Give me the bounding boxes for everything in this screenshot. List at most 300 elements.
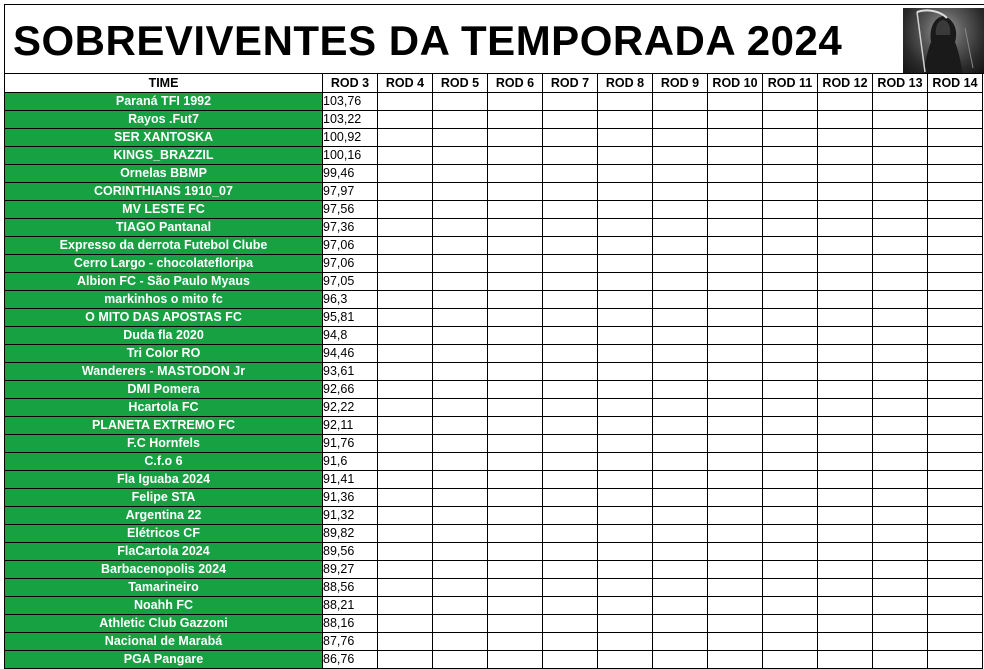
empty-round-cell[interactable]: [488, 597, 543, 615]
empty-round-cell[interactable]: [928, 615, 983, 633]
empty-round-cell[interactable]: [708, 273, 763, 291]
empty-round-cell[interactable]: [928, 561, 983, 579]
empty-round-cell[interactable]: [928, 579, 983, 597]
empty-round-cell[interactable]: [378, 435, 433, 453]
empty-round-cell[interactable]: [378, 417, 433, 435]
team-name-cell[interactable]: markinhos o mito fc: [5, 291, 323, 309]
empty-round-cell[interactable]: [653, 417, 708, 435]
empty-round-cell[interactable]: [873, 399, 928, 417]
empty-round-cell[interactable]: [378, 615, 433, 633]
empty-round-cell[interactable]: [488, 615, 543, 633]
team-name-cell[interactable]: Rayos .Fut7: [5, 111, 323, 129]
team-name-cell[interactable]: Tri Color RO: [5, 345, 323, 363]
empty-round-cell[interactable]: [488, 183, 543, 201]
empty-round-cell[interactable]: [433, 381, 488, 399]
empty-round-cell[interactable]: [378, 651, 433, 669]
empty-round-cell[interactable]: [708, 219, 763, 237]
team-name-cell[interactable]: Paraná TFI 1992: [5, 93, 323, 111]
empty-round-cell[interactable]: [598, 453, 653, 471]
empty-round-cell[interactable]: [543, 219, 598, 237]
empty-round-cell[interactable]: [543, 273, 598, 291]
empty-round-cell[interactable]: [598, 111, 653, 129]
empty-round-cell[interactable]: [653, 255, 708, 273]
empty-round-cell[interactable]: [488, 543, 543, 561]
empty-round-cell[interactable]: [488, 129, 543, 147]
empty-round-cell[interactable]: [873, 579, 928, 597]
empty-round-cell[interactable]: [873, 273, 928, 291]
empty-round-cell[interactable]: [708, 309, 763, 327]
empty-round-cell[interactable]: [378, 525, 433, 543]
empty-round-cell[interactable]: [873, 489, 928, 507]
empty-round-cell[interactable]: [488, 435, 543, 453]
empty-round-cell[interactable]: [928, 471, 983, 489]
empty-round-cell[interactable]: [928, 327, 983, 345]
empty-round-cell[interactable]: [763, 93, 818, 111]
empty-round-cell[interactable]: [433, 345, 488, 363]
score-cell-rod3[interactable]: 92,11: [323, 417, 378, 435]
team-name-cell[interactable]: CORINTHIANS 1910_07: [5, 183, 323, 201]
empty-round-cell[interactable]: [433, 525, 488, 543]
empty-round-cell[interactable]: [433, 219, 488, 237]
empty-round-cell[interactable]: [873, 183, 928, 201]
empty-round-cell[interactable]: [543, 327, 598, 345]
empty-round-cell[interactable]: [653, 651, 708, 669]
empty-round-cell[interactable]: [378, 399, 433, 417]
empty-round-cell[interactable]: [598, 291, 653, 309]
empty-round-cell[interactable]: [708, 633, 763, 651]
empty-round-cell[interactable]: [708, 543, 763, 561]
empty-round-cell[interactable]: [543, 471, 598, 489]
empty-round-cell[interactable]: [378, 489, 433, 507]
empty-round-cell[interactable]: [708, 201, 763, 219]
empty-round-cell[interactable]: [763, 543, 818, 561]
team-name-cell[interactable]: PLANETA EXTREMO FC: [5, 417, 323, 435]
empty-round-cell[interactable]: [928, 255, 983, 273]
empty-round-cell[interactable]: [543, 237, 598, 255]
score-cell-rod3[interactable]: 89,27: [323, 561, 378, 579]
empty-round-cell[interactable]: [488, 417, 543, 435]
empty-round-cell[interactable]: [378, 183, 433, 201]
empty-round-cell[interactable]: [818, 633, 873, 651]
empty-round-cell[interactable]: [378, 201, 433, 219]
empty-round-cell[interactable]: [818, 651, 873, 669]
team-name-cell[interactable]: Noahh FC: [5, 597, 323, 615]
score-cell-rod3[interactable]: 88,56: [323, 579, 378, 597]
score-cell-rod3[interactable]: 97,05: [323, 273, 378, 291]
empty-round-cell[interactable]: [763, 111, 818, 129]
empty-round-cell[interactable]: [488, 93, 543, 111]
empty-round-cell[interactable]: [708, 345, 763, 363]
empty-round-cell[interactable]: [763, 165, 818, 183]
empty-round-cell[interactable]: [818, 147, 873, 165]
empty-round-cell[interactable]: [488, 309, 543, 327]
empty-round-cell[interactable]: [708, 579, 763, 597]
empty-round-cell[interactable]: [543, 129, 598, 147]
score-cell-rod3[interactable]: 99,46: [323, 165, 378, 183]
empty-round-cell[interactable]: [928, 435, 983, 453]
score-cell-rod3[interactable]: 100,16: [323, 147, 378, 165]
empty-round-cell[interactable]: [543, 543, 598, 561]
empty-round-cell[interactable]: [598, 579, 653, 597]
empty-round-cell[interactable]: [708, 525, 763, 543]
empty-round-cell[interactable]: [818, 255, 873, 273]
score-cell-rod3[interactable]: 89,56: [323, 543, 378, 561]
empty-round-cell[interactable]: [928, 651, 983, 669]
empty-round-cell[interactable]: [653, 561, 708, 579]
score-cell-rod3[interactable]: 97,36: [323, 219, 378, 237]
empty-round-cell[interactable]: [378, 381, 433, 399]
empty-round-cell[interactable]: [818, 579, 873, 597]
empty-round-cell[interactable]: [873, 219, 928, 237]
empty-round-cell[interactable]: [543, 399, 598, 417]
empty-round-cell[interactable]: [488, 219, 543, 237]
empty-round-cell[interactable]: [598, 615, 653, 633]
empty-round-cell[interactable]: [433, 363, 488, 381]
empty-round-cell[interactable]: [928, 363, 983, 381]
empty-round-cell[interactable]: [598, 597, 653, 615]
empty-round-cell[interactable]: [873, 165, 928, 183]
empty-round-cell[interactable]: [763, 309, 818, 327]
team-name-cell[interactable]: O MITO DAS APOSTAS FC: [5, 309, 323, 327]
empty-round-cell[interactable]: [708, 165, 763, 183]
empty-round-cell[interactable]: [763, 255, 818, 273]
empty-round-cell[interactable]: [543, 651, 598, 669]
empty-round-cell[interactable]: [433, 633, 488, 651]
empty-round-cell[interactable]: [928, 129, 983, 147]
empty-round-cell[interactable]: [378, 579, 433, 597]
empty-round-cell[interactable]: [708, 399, 763, 417]
empty-round-cell[interactable]: [928, 219, 983, 237]
empty-round-cell[interactable]: [653, 201, 708, 219]
team-name-cell[interactable]: Hcartola FC: [5, 399, 323, 417]
empty-round-cell[interactable]: [708, 381, 763, 399]
empty-round-cell[interactable]: [598, 255, 653, 273]
empty-round-cell[interactable]: [763, 471, 818, 489]
empty-round-cell[interactable]: [653, 93, 708, 111]
empty-round-cell[interactable]: [378, 345, 433, 363]
empty-round-cell[interactable]: [818, 111, 873, 129]
empty-round-cell[interactable]: [708, 489, 763, 507]
empty-round-cell[interactable]: [763, 273, 818, 291]
empty-round-cell[interactable]: [653, 129, 708, 147]
score-cell-rod3[interactable]: 97,06: [323, 255, 378, 273]
empty-round-cell[interactable]: [378, 111, 433, 129]
empty-round-cell[interactable]: [598, 147, 653, 165]
empty-round-cell[interactable]: [818, 471, 873, 489]
empty-round-cell[interactable]: [488, 399, 543, 417]
empty-round-cell[interactable]: [543, 93, 598, 111]
empty-round-cell[interactable]: [378, 453, 433, 471]
empty-round-cell[interactable]: [433, 471, 488, 489]
empty-round-cell[interactable]: [763, 507, 818, 525]
empty-round-cell[interactable]: [598, 435, 653, 453]
empty-round-cell[interactable]: [488, 525, 543, 543]
empty-round-cell[interactable]: [433, 255, 488, 273]
empty-round-cell[interactable]: [598, 543, 653, 561]
empty-round-cell[interactable]: [763, 453, 818, 471]
empty-round-cell[interactable]: [818, 219, 873, 237]
empty-round-cell[interactable]: [598, 183, 653, 201]
empty-round-cell[interactable]: [653, 453, 708, 471]
empty-round-cell[interactable]: [818, 327, 873, 345]
empty-round-cell[interactable]: [818, 129, 873, 147]
empty-round-cell[interactable]: [653, 525, 708, 543]
empty-round-cell[interactable]: [873, 345, 928, 363]
empty-round-cell[interactable]: [433, 561, 488, 579]
empty-round-cell[interactable]: [818, 363, 873, 381]
empty-round-cell[interactable]: [763, 147, 818, 165]
empty-round-cell[interactable]: [873, 507, 928, 525]
empty-round-cell[interactable]: [488, 237, 543, 255]
empty-round-cell[interactable]: [873, 597, 928, 615]
empty-round-cell[interactable]: [653, 291, 708, 309]
empty-round-cell[interactable]: [653, 597, 708, 615]
score-cell-rod3[interactable]: 103,22: [323, 111, 378, 129]
empty-round-cell[interactable]: [653, 165, 708, 183]
empty-round-cell[interactable]: [543, 489, 598, 507]
empty-round-cell[interactable]: [653, 633, 708, 651]
empty-round-cell[interactable]: [653, 183, 708, 201]
empty-round-cell[interactable]: [543, 309, 598, 327]
empty-round-cell[interactable]: [708, 507, 763, 525]
empty-round-cell[interactable]: [598, 561, 653, 579]
empty-round-cell[interactable]: [433, 237, 488, 255]
empty-round-cell[interactable]: [653, 273, 708, 291]
empty-round-cell[interactable]: [763, 363, 818, 381]
empty-round-cell[interactable]: [763, 633, 818, 651]
empty-round-cell[interactable]: [378, 597, 433, 615]
empty-round-cell[interactable]: [708, 291, 763, 309]
empty-round-cell[interactable]: [433, 489, 488, 507]
empty-round-cell[interactable]: [928, 147, 983, 165]
empty-round-cell[interactable]: [818, 453, 873, 471]
empty-round-cell[interactable]: [488, 633, 543, 651]
empty-round-cell[interactable]: [928, 597, 983, 615]
empty-round-cell[interactable]: [433, 399, 488, 417]
empty-round-cell[interactable]: [433, 201, 488, 219]
empty-round-cell[interactable]: [873, 129, 928, 147]
empty-round-cell[interactable]: [763, 615, 818, 633]
empty-round-cell[interactable]: [433, 111, 488, 129]
empty-round-cell[interactable]: [378, 291, 433, 309]
empty-round-cell[interactable]: [818, 543, 873, 561]
empty-round-cell[interactable]: [543, 363, 598, 381]
empty-round-cell[interactable]: [598, 129, 653, 147]
empty-round-cell[interactable]: [488, 507, 543, 525]
empty-round-cell[interactable]: [928, 291, 983, 309]
empty-round-cell[interactable]: [653, 399, 708, 417]
score-cell-rod3[interactable]: 91,6: [323, 453, 378, 471]
empty-round-cell[interactable]: [543, 435, 598, 453]
team-name-cell[interactable]: SER XANTOSKA: [5, 129, 323, 147]
score-cell-rod3[interactable]: 91,41: [323, 471, 378, 489]
empty-round-cell[interactable]: [543, 507, 598, 525]
empty-round-cell[interactable]: [653, 579, 708, 597]
team-name-cell[interactable]: MV LESTE FC: [5, 201, 323, 219]
empty-round-cell[interactable]: [653, 147, 708, 165]
empty-round-cell[interactable]: [818, 93, 873, 111]
empty-round-cell[interactable]: [433, 651, 488, 669]
empty-round-cell[interactable]: [378, 471, 433, 489]
empty-round-cell[interactable]: [818, 165, 873, 183]
empty-round-cell[interactable]: [653, 219, 708, 237]
empty-round-cell[interactable]: [543, 615, 598, 633]
score-cell-rod3[interactable]: 97,97: [323, 183, 378, 201]
empty-round-cell[interactable]: [873, 363, 928, 381]
empty-round-cell[interactable]: [873, 561, 928, 579]
empty-round-cell[interactable]: [763, 399, 818, 417]
empty-round-cell[interactable]: [818, 183, 873, 201]
score-cell-rod3[interactable]: 103,76: [323, 93, 378, 111]
score-cell-rod3[interactable]: 97,56: [323, 201, 378, 219]
team-name-cell[interactable]: Argentina 22: [5, 507, 323, 525]
empty-round-cell[interactable]: [378, 93, 433, 111]
empty-round-cell[interactable]: [488, 381, 543, 399]
team-name-cell[interactable]: TIAGO Pantanal: [5, 219, 323, 237]
empty-round-cell[interactable]: [763, 381, 818, 399]
empty-round-cell[interactable]: [598, 417, 653, 435]
empty-round-cell[interactable]: [598, 237, 653, 255]
empty-round-cell[interactable]: [488, 255, 543, 273]
score-cell-rod3[interactable]: 88,16: [323, 615, 378, 633]
score-cell-rod3[interactable]: 88,21: [323, 597, 378, 615]
empty-round-cell[interactable]: [543, 111, 598, 129]
empty-round-cell[interactable]: [543, 201, 598, 219]
score-cell-rod3[interactable]: 87,76: [323, 633, 378, 651]
score-cell-rod3[interactable]: 91,36: [323, 489, 378, 507]
empty-round-cell[interactable]: [653, 435, 708, 453]
empty-round-cell[interactable]: [708, 417, 763, 435]
team-name-cell[interactable]: Duda fla 2020: [5, 327, 323, 345]
empty-round-cell[interactable]: [708, 183, 763, 201]
empty-round-cell[interactable]: [598, 219, 653, 237]
empty-round-cell[interactable]: [543, 291, 598, 309]
empty-round-cell[interactable]: [873, 417, 928, 435]
empty-round-cell[interactable]: [653, 327, 708, 345]
empty-round-cell[interactable]: [433, 129, 488, 147]
empty-round-cell[interactable]: [763, 651, 818, 669]
empty-round-cell[interactable]: [928, 273, 983, 291]
empty-round-cell[interactable]: [598, 363, 653, 381]
empty-round-cell[interactable]: [873, 525, 928, 543]
empty-round-cell[interactable]: [763, 219, 818, 237]
score-cell-rod3[interactable]: 92,22: [323, 399, 378, 417]
empty-round-cell[interactable]: [653, 615, 708, 633]
team-name-cell[interactable]: Ornelas BBMP: [5, 165, 323, 183]
team-name-cell[interactable]: Wanderers - MASTODON Jr: [5, 363, 323, 381]
empty-round-cell[interactable]: [873, 651, 928, 669]
empty-round-cell[interactable]: [543, 453, 598, 471]
team-name-cell[interactable]: PGA Pangare: [5, 651, 323, 669]
empty-round-cell[interactable]: [543, 165, 598, 183]
empty-round-cell[interactable]: [433, 183, 488, 201]
empty-round-cell[interactable]: [818, 399, 873, 417]
empty-round-cell[interactable]: [378, 561, 433, 579]
empty-round-cell[interactable]: [433, 147, 488, 165]
empty-round-cell[interactable]: [763, 525, 818, 543]
empty-round-cell[interactable]: [543, 183, 598, 201]
empty-round-cell[interactable]: [543, 255, 598, 273]
team-name-cell[interactable]: Athletic Club Gazzoni: [5, 615, 323, 633]
empty-round-cell[interactable]: [873, 237, 928, 255]
score-cell-rod3[interactable]: 94,46: [323, 345, 378, 363]
empty-round-cell[interactable]: [433, 291, 488, 309]
empty-round-cell[interactable]: [543, 597, 598, 615]
empty-round-cell[interactable]: [763, 579, 818, 597]
empty-round-cell[interactable]: [433, 615, 488, 633]
empty-round-cell[interactable]: [763, 237, 818, 255]
empty-round-cell[interactable]: [873, 543, 928, 561]
empty-round-cell[interactable]: [598, 471, 653, 489]
team-name-cell[interactable]: FlaCartola 2024: [5, 543, 323, 561]
empty-round-cell[interactable]: [543, 417, 598, 435]
empty-round-cell[interactable]: [543, 579, 598, 597]
empty-round-cell[interactable]: [708, 93, 763, 111]
empty-round-cell[interactable]: [928, 237, 983, 255]
score-cell-rod3[interactable]: 91,32: [323, 507, 378, 525]
score-cell-rod3[interactable]: 100,92: [323, 129, 378, 147]
empty-round-cell[interactable]: [873, 471, 928, 489]
empty-round-cell[interactable]: [873, 615, 928, 633]
empty-round-cell[interactable]: [818, 381, 873, 399]
empty-round-cell[interactable]: [488, 273, 543, 291]
empty-round-cell[interactable]: [708, 237, 763, 255]
team-name-cell[interactable]: Felipe STA: [5, 489, 323, 507]
empty-round-cell[interactable]: [433, 435, 488, 453]
empty-round-cell[interactable]: [378, 219, 433, 237]
empty-round-cell[interactable]: [763, 345, 818, 363]
empty-round-cell[interactable]: [818, 345, 873, 363]
empty-round-cell[interactable]: [598, 633, 653, 651]
empty-round-cell[interactable]: [818, 615, 873, 633]
empty-round-cell[interactable]: [928, 201, 983, 219]
empty-round-cell[interactable]: [543, 525, 598, 543]
empty-round-cell[interactable]: [488, 345, 543, 363]
team-name-cell[interactable]: DMI Pomera: [5, 381, 323, 399]
empty-round-cell[interactable]: [598, 381, 653, 399]
empty-round-cell[interactable]: [873, 291, 928, 309]
score-cell-rod3[interactable]: 91,76: [323, 435, 378, 453]
empty-round-cell[interactable]: [488, 201, 543, 219]
empty-round-cell[interactable]: [928, 345, 983, 363]
empty-round-cell[interactable]: [928, 417, 983, 435]
empty-round-cell[interactable]: [708, 597, 763, 615]
team-name-cell[interactable]: Expresso da derrota Futebol Clube: [5, 237, 323, 255]
score-cell-rod3[interactable]: 92,66: [323, 381, 378, 399]
empty-round-cell[interactable]: [928, 489, 983, 507]
empty-round-cell[interactable]: [543, 561, 598, 579]
score-cell-rod3[interactable]: 93,61: [323, 363, 378, 381]
empty-round-cell[interactable]: [708, 255, 763, 273]
empty-round-cell[interactable]: [653, 507, 708, 525]
empty-round-cell[interactable]: [708, 147, 763, 165]
empty-round-cell[interactable]: [488, 291, 543, 309]
empty-round-cell[interactable]: [928, 309, 983, 327]
team-name-cell[interactable]: Barbacenopolis 2024: [5, 561, 323, 579]
empty-round-cell[interactable]: [598, 309, 653, 327]
empty-round-cell[interactable]: [488, 327, 543, 345]
score-cell-rod3[interactable]: 89,82: [323, 525, 378, 543]
empty-round-cell[interactable]: [378, 255, 433, 273]
empty-round-cell[interactable]: [763, 417, 818, 435]
empty-round-cell[interactable]: [488, 111, 543, 129]
empty-round-cell[interactable]: [598, 507, 653, 525]
team-name-cell[interactable]: Tamarineiro: [5, 579, 323, 597]
empty-round-cell[interactable]: [378, 129, 433, 147]
empty-round-cell[interactable]: [598, 489, 653, 507]
empty-round-cell[interactable]: [488, 561, 543, 579]
empty-round-cell[interactable]: [543, 345, 598, 363]
